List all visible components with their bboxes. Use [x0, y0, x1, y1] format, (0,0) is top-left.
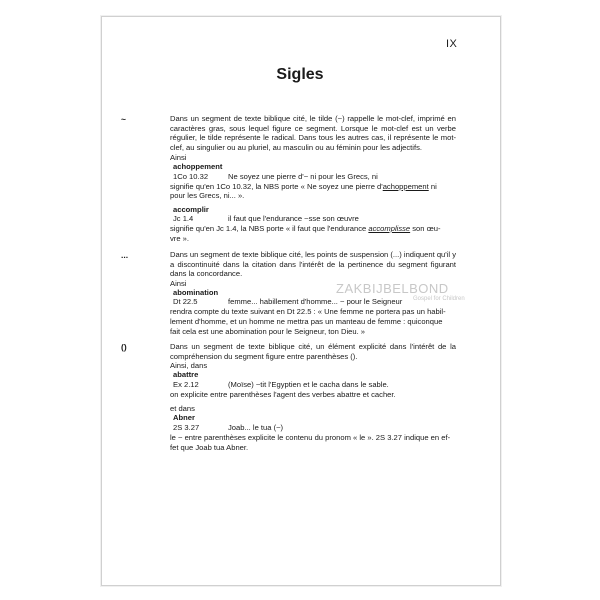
explanation-ex: on explicite entre parenthèses l'agent des verbes abattre et cacher.: [170, 390, 396, 399]
ref-dt: Dt 22.5: [173, 297, 198, 306]
ellipsis-definition: Dans un segment de texte biblique cité, les points de suspension (...) indiquent qu'il y a discontinuité dans la citation dans l'intérêt de la pertinence du segment figurant dans la concordance.: [170, 250, 456, 279]
watermark-tagline: Gospel for Children: [413, 296, 465, 302]
tilde-lead: Ainsi: [170, 153, 187, 162]
parentheses-lead-2: et dans: [170, 404, 195, 413]
explanation-dt-2: lement d'homme, et un homme ne mettra pas un manteau de femme : quiconque: [170, 317, 443, 326]
ref-jc: Jc 1.4: [173, 214, 194, 223]
citation-ex: (Moïse) ~tit l'Egyptien et le cacha dans le sable.: [228, 380, 389, 389]
watermark-logo: ZAKBIJBELBOND: [336, 281, 449, 296]
ref-2s: 2S 3.27: [173, 423, 200, 432]
citation-1co: Ne soyez une pierre d'~ ni pour les Grecs, ni: [228, 172, 378, 181]
tilde-definition: Dans un segment de texte biblique cité, le tilde (~) rappelle le mot-clef, imprimé en caractères gras, sous lequel figure ce segment. Lorsque le mot-clef est un verbe régulier, le tilde représente le radical. Dans tous les autres cas, il représente le mot-clef, au singulier ou au pluriel, au masculin ou au féminin pour les adjectifs.: [170, 114, 456, 152]
explanation-1co-cont: pour les Grecs, ni... ».: [170, 191, 245, 200]
parentheses-lead: Ainsi, dans: [170, 361, 208, 370]
page-number: IX: [446, 38, 458, 50]
explanation-2s-2: fet que Joab tua Abner.: [170, 443, 249, 452]
explanation-dt-3: fait cela est une abomination pour le Seigneur, ton Dieu. »: [170, 327, 366, 336]
parentheses-definition: Dans un segment de texte biblique cité, un élément explicité dans l'intérêt de la compréhension du segment figure entre parenthèses ().: [170, 342, 456, 361]
citation-jc: il faut que l'endurance ~sse son œuvre: [228, 214, 359, 223]
ellipsis-lead: Ainsi: [170, 279, 187, 288]
ellipsis-symbol: ...: [121, 250, 129, 260]
page-title: Sigles: [276, 66, 324, 83]
keyword-abattre: abattre: [173, 370, 199, 379]
citation-dt: femme... habillement d'homme... ~ pour le Seigneur: [228, 297, 403, 306]
explanation-dt-1: rendra compte du texte suivant en Dt 22.5 : « Une femme ne portera pas un habil-: [170, 307, 446, 316]
tilde-symbol: ~: [121, 114, 126, 124]
keyword-achoppement: achoppement: [173, 162, 223, 171]
parentheses-symbol: (): [121, 342, 127, 352]
keyword-abner: Abner: [173, 413, 195, 422]
ref-1co: 1Co 10.32: [173, 172, 209, 181]
explanation-jc: signifie qu'en Jc 1.4, la NBS porte « il faut que l'endurance accomplisse son œu-: [170, 224, 441, 233]
citation-2s: Joab... le tua (~): [228, 423, 284, 432]
keyword-accomplir: accomplir: [173, 205, 209, 214]
explanation-1co: signifie qu'en 1Co 10.32, la NBS porte « Ne soyez une pierre d'achoppement ni: [170, 182, 437, 191]
keyword-abomination: abomination: [173, 288, 219, 297]
explanation-2s-1: le ~ entre parenthèses explicite le contenu du pronom « le ». 2S 3.27 indique en ef-: [170, 433, 451, 442]
ref-ex: Ex 2.12: [173, 380, 199, 389]
explanation-jc-cont: vre ».: [170, 234, 189, 243]
